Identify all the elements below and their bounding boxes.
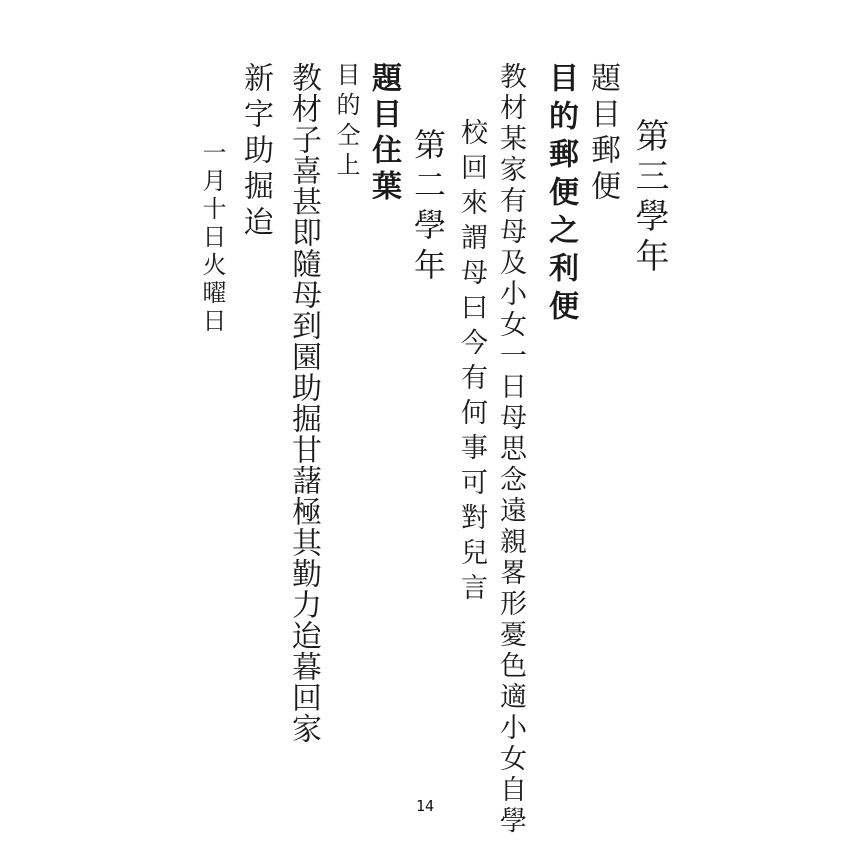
column-material-continued: 校回來謂母曰今有何事可對兒言 [456,118,487,608]
page-number: 14 [415,797,435,815]
column-purpose-grade-two: 目的仝上 [332,62,360,182]
column-grade-three-heading: 第三學年 [629,118,669,278]
column-topic-postal: 題目郵便 [585,62,620,206]
column-new-characters: 新字助掘迨 [238,62,273,242]
column-topic-grade-two: 題目住葉 [366,62,401,206]
column-grade-two-heading: 第二學年 [409,128,447,288]
column-date: 一月十日火曜日 [198,140,226,336]
column-purpose-postal: 目的郵便之利便 [543,62,578,328]
column-material-grade-three: 教材某家有母及小女一日母思念遠親畧形憂色適小女自學 [495,62,526,837]
column-material-grade-two: 教材子喜甚即隨母到園助掘甘藷極其勤力迨暮回家 [286,62,321,744]
